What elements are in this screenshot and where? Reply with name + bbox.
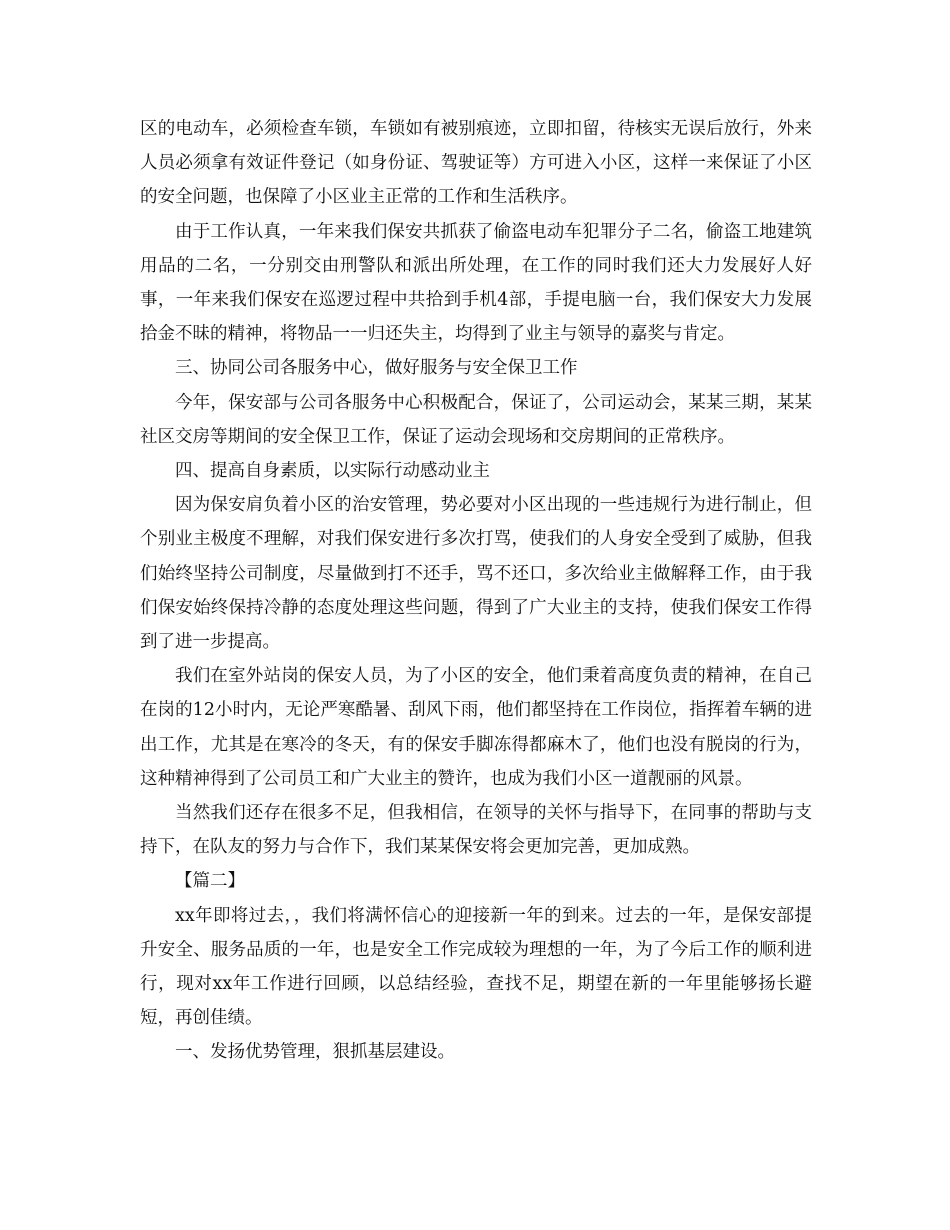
paragraph-achievements: 由于工作认真，一年来我们保安共抓获了偷盗电动车犯罪分子二名，偷盗工地建筑用品的二名，一分别交由刑警队和派出所处理，在工作的同时我们还大力发展好人好事，一年来我们保安在巡逻过程中共拾到手机4部，手提电脑一台，我们保安大力发展拾金不昧的精神，将物品一一归还失主，均得到了业主与领导的嘉奖与肯定。 [140, 221, 812, 345]
paragraph-security-management: 因为保安肩负着小区的治安管理，势必要对小区出现的一些违规行为进行制止，但个别业主极度不理解，对我们保安进行多次打骂，使我们的人身安全受到了威胁，但我们始终坚持公司制度，尽量做到打不还手，骂不还口，多次给业主做解释工作，由于我们保安始终保持冷静的态度处理这些问题，得到了广大业主的支持，使我们保安工作得到了进一步提高。 [140, 495, 812, 653]
paragraph-cooperation: 今年，保安部与公司各服务中心积极配合，保证了，公司运动会，某某三期，某某社区交房等期间的安全保卫工作，保证了运动会现场和交房期间的正常秩序。 [140, 392, 812, 447]
paragraph-part-two-intro: xx年即将过去，，我们将满怀信心的迎接新一年的到来。过去的一年，是保安部提升安全、服务品质的一年，也是安全工作完成较为理想的一年，为了今后工作的顺利进行，现对xx年工作进行回顾，以总结经验，查找不足，期望在新的一年里能够扬长避短，再创佳绩。 [140, 905, 812, 1029]
part-two-heading: 【篇二】 [175, 871, 245, 892]
paragraph-conclusion: 当然我们还存在很多不足，但我相信，在领导的关怀与指导下，在同事的帮助与支持下，在队友的努力与合作下，我们某某保安将会更加完善，更加成熟。 [140, 803, 812, 858]
document-body [140, 112, 812, 1070]
section-heading-4: 四、提高自身素质，以实际行动感动业主 [175, 461, 490, 482]
section-heading-3: 三、协同公司各服务中心，做好服务与安全保卫工作 [175, 358, 578, 379]
paragraph-outdoor-guards: 我们在室外站岗的保安人员，为了小区的安全，他们秉着高度负责的精神，在自己在岗的12小时内，无论严寒酷暑、刮风下雨，他们都坚持在工作岗位，指挥着车辆的进出工作，尤其是在寒冷的冬天，有的保安手脚冻得都麻木了，他们也没有脱岗的行为，这种精神得到了公司员工和广大业主的赞许，也成为我们小区一道靓丽的风景。 [140, 666, 812, 789]
section-heading-1: 一、发扬优势管理，狠抓基层建设。 [175, 1042, 455, 1063]
paragraph-continuation: 区的电动车，必须检查车锁，车锁如有被别痕迹，立即扣留，待核实无误后放行，外来人员必须拿有效证件登记（如身份证、驾驶证等）方可进入小区，这样一来保证了小区的安全问题，也保障了小区业主正常的工作和生活秩序。 [140, 119, 812, 208]
